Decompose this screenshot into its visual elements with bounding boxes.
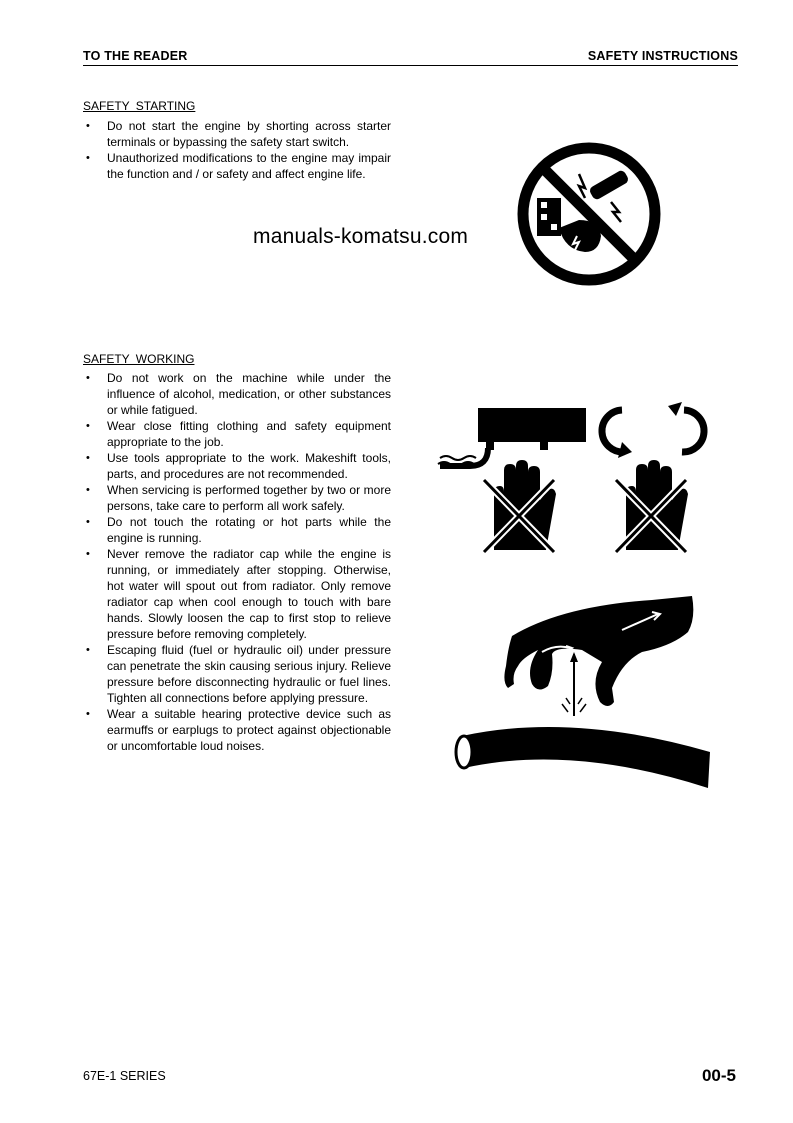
hot-rotating-parts-illustration [436, 400, 728, 560]
header-right-title: SAFETY INSTRUCTIONS [587, 49, 738, 63]
hand-icon [504, 596, 693, 706]
list-item: • Wear close fitting clothing and safety equipment appropriate to the job. [83, 418, 391, 450]
header-rule [83, 65, 738, 66]
hand-crossed-icon [616, 460, 688, 552]
section-title-safety-working: SAFETY WORKING [83, 352, 195, 366]
footer-series: 67E-1 SERIES [83, 1069, 166, 1083]
list-item: • Do not work on the machine while under the influence of alcohol, medication, or other substances or while fatigued. [83, 370, 391, 418]
list-item: • Escaping fluid (fuel or hydraulic oil) under pressure can penetrate the skin causing serious injury. Relieve pressure before disconnecting hydraulic or fuel lines. Tighten all connections before applying pressure. [83, 642, 391, 706]
list-item: • Do not start the engine by shorting across starter terminals or bypassing the safety start switch. [83, 118, 391, 150]
hydraulic-hose-icon [456, 727, 710, 788]
section-title-safety-starting: SAFETY STARTING [83, 99, 196, 113]
no-shorting-starter-illustration [515, 140, 663, 288]
pressure-jet-icon [562, 652, 586, 716]
list-item: • Do not touch the rotating or hot parts while the engine is running. [83, 514, 391, 546]
escaping-fluid-illustration [452, 592, 716, 788]
hot-manifold-icon [478, 408, 586, 442]
safety-working-list [83, 370, 391, 754]
list-item: • When servicing is performed together by two or more persons, take care to perform all work safely. [83, 482, 391, 514]
list-item: • Unauthorized modifications to the engine may impair the function and / or safety and affect engine life. [83, 150, 391, 182]
list-item: • Wear a suitable hearing protective device such as earmuffs or earplugs to protect against objectionable or uncomfortable loud noises. [83, 706, 391, 754]
rotating-arrows-icon [602, 402, 704, 458]
header-left-title: TO THE READER [83, 49, 188, 63]
starter-terminal-icon [537, 198, 561, 236]
safety-starting-list [83, 118, 391, 182]
spark-icon [579, 174, 585, 198]
watermark: manuals-komatsu.com [253, 225, 469, 248]
page-number: 00-5 [701, 1066, 736, 1085]
hand-crossed-icon [484, 460, 556, 552]
list-item: • Use tools appropriate to the work. Makeshift tools, parts, and procedures are not recommended. [83, 450, 391, 482]
screwdriver-icon [588, 169, 630, 201]
list-item: • Never remove the radiator cap while the engine is running, or immediately after stopping. Otherwise, hot water will spout out from radiator. Only remove radiator cap when cool enough to touch with bare hands. Slowly loosen the cap to first stop to relieve pressure before removing completely. [83, 546, 391, 642]
